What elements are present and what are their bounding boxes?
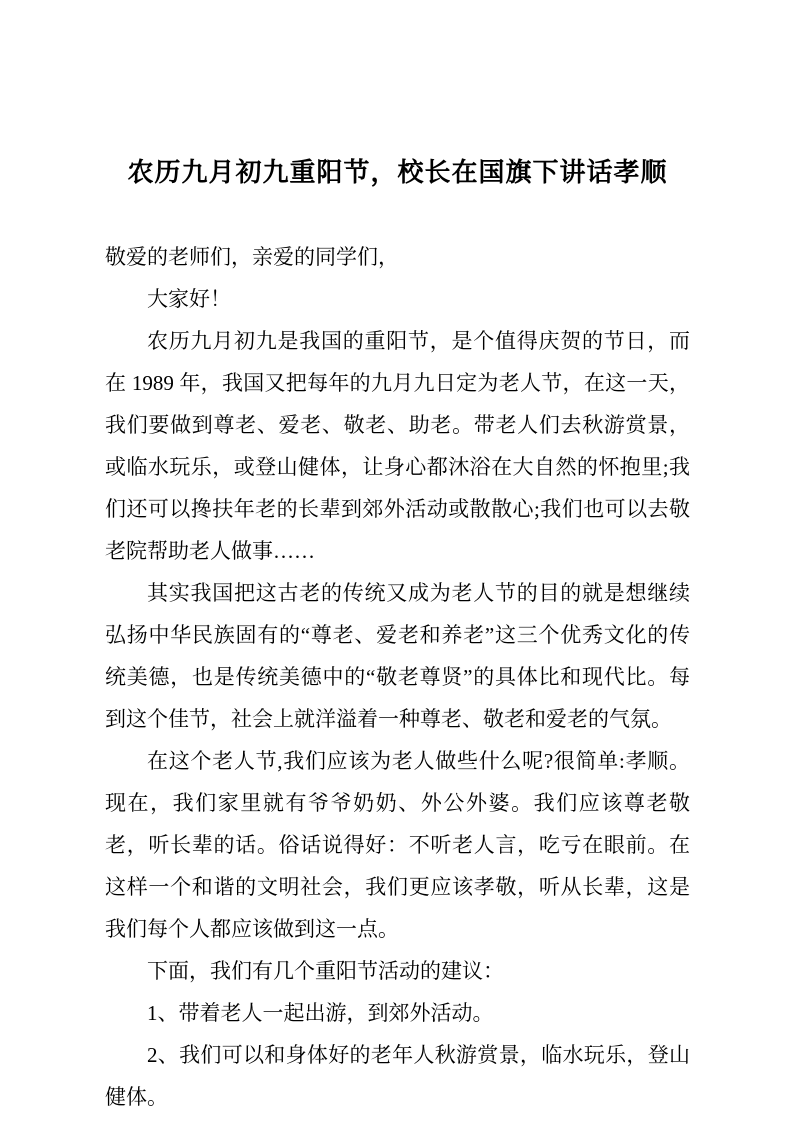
paragraph: 大家好！ xyxy=(147,287,231,311)
paragraph: 农历九月初九是我国的重阳节，是个值得庆贺的节日，而在 1989 年，我国又把每年的九月九日定为老人节，在这一天，我们要做到尊老、爱老、敬老、助老。带老人们去秋游赏景，或临水玩乐，或登山健体，让身心都沐浴在大自然的怀抱里;我们还可以搀扶年老的长辈到郊外活动或散散心;我们也可以去敬老院帮助老人做事…… xyxy=(105,329,690,563)
paragraph: 敬爱的老师们，亲爱的同学们， xyxy=(105,245,399,269)
document-title: 农历九月初九重阳节，校长在国旗下讲话孝顺 xyxy=(127,158,668,187)
paragraph: 2、我们可以和身体好的老年人秋游赏景，临水玩乐，登山健体。 xyxy=(105,1043,690,1109)
paragraph: 下面，我们有几个重阳节活动的建议： xyxy=(147,959,504,983)
paragraph: 其实我国把这古老的传统又成为老人节的目的就是想继续弘扬中华民族固有的“尊老、爱老和养老”这三个优秀文化的传统美德，也是传统美德中的“敬老尊贤”的具体比和现代比。每到这个佳节，社会上就洋溢着一种尊老、敬老和爱老的气氛。 xyxy=(105,581,690,731)
document-body xyxy=(105,236,690,1118)
paragraph: 在这个老人节,我们应该为老人做些什么呢?很简单:孝顺。现在，我们家里就有爷爷奶奶、外公外婆。我们应该尊老敬老，听长辈的话。俗话说得好：不听老人言，吃亏在眼前。在这样一个和谐的文明社会，我们更应该孝敬，听从长辈，这是我们每个人都应该做到这一点。 xyxy=(105,749,690,941)
paragraph: 1、带着老人一起出游，到郊外活动。 xyxy=(147,1001,494,1025)
